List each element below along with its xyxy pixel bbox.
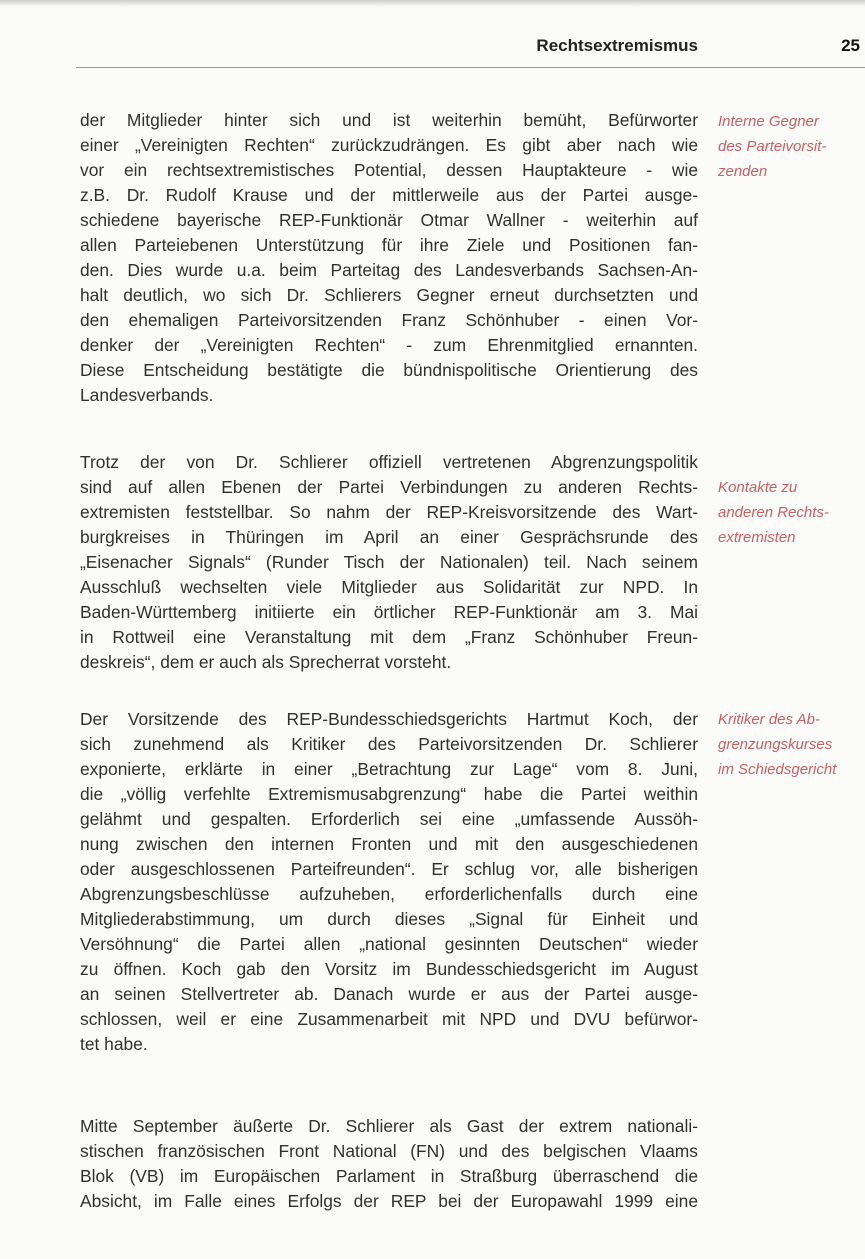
page-number: 25 (841, 36, 860, 55)
text-line: exponierte, erklärte in einer „Betrachtung zur Lage“ vom 8. Juni, (80, 759, 698, 779)
text-line: Trotz der von Dr. Schlierer offiziell vertretenen Abgrenzungspolitik (80, 452, 698, 472)
margin-note-line: im Schiedsgericht (718, 761, 837, 778)
text-line: allen Parteiebenen Unterstützung für ihre Ziele und Positionen fan- (80, 235, 698, 255)
text-line: Versöhnung“ die Partei allen „national gesinnten Deutschen“ wieder (80, 934, 698, 954)
text-line: Landesverbands. (80, 385, 214, 405)
margin-note-line: extremisten (718, 529, 796, 546)
text-line: deskreis“, dem er auch als Sprecherrat vorsteht. (80, 652, 452, 672)
header-rule (76, 67, 865, 68)
text-line: „Eisenacher Signals“ (Runder Tisch der Nationalen) teil. Nach seinem (80, 552, 698, 572)
text-line: Mitgliederabstimmung, um durch dieses „Signal für Einheit und (80, 909, 698, 929)
running-header-title: Rechtsextremismus (536, 36, 698, 55)
text-line: nung zwischen den internen Fronten und mit den ausgeschiedenen (80, 834, 698, 854)
text-line: extremisten feststellbar. So nahm der REP-Kreisvorsitzende des Wart- (80, 502, 698, 522)
margin-note-line: Interne Gegner (718, 113, 819, 130)
margin-note-kontakte (718, 475, 858, 550)
text-line: z.B. Dr. Rudolf Krause und der mittlerweile aus der Partei ausge- (80, 185, 698, 205)
margin-note-line: grenzungskurses (718, 736, 833, 753)
text-line: gelähmt und gespalten. Erforderlich sei eine „umfassende Aussöh- (80, 809, 698, 829)
margin-note-interne-gegner (718, 109, 858, 184)
text-line: an seinen Stellvertreter ab. Danach wurde er aus der Partei ausge- (80, 984, 698, 1004)
text-line: der Mitglieder hinter sich und ist weiterhin bemüht, Befürworter (80, 110, 698, 130)
text-line: Diese Entscheidung bestätigte die bündnispolitische Orientierung des (80, 360, 698, 380)
paragraph-1 (80, 108, 698, 408)
paragraph-3 (80, 707, 698, 1057)
text-line: den. Dies wurde u.a. beim Parteitag des Landesverbands Sachsen-An- (80, 260, 698, 280)
text-line: burgkreises in Thüringen im April an einer Gesprächsrunde des (80, 527, 698, 547)
text-line: einer „Vereinigten Rechten“ zurückzudrängen. Es gibt aber nach wie (80, 135, 698, 155)
margin-note-line: Kritiker des Ab- (718, 711, 820, 728)
text-line: die „völlig verfehlte Extremismusabgrenzung“ habe die Partei weithin (80, 784, 698, 804)
margin-note-line: des Parteivorsit- (718, 138, 827, 155)
text-line: oder ausgeschlossenen Parteifreunden“. Er schlug vor, alle bisherigen (80, 859, 698, 879)
text-line: Baden-Württemberg initiierte ein örtlicher REP-Funktionär am 3. Mai (80, 602, 698, 622)
text-line: schiedene bayerische REP-Funktionär Otmar Wallner - weiterhin auf (80, 210, 698, 230)
text-line: stischen französischen Front National (FN) und des belgischen Vlaams (80, 1141, 698, 1161)
text-line: schlossen, weil er eine Zusammenarbeit mit NPD und DVU befürwor- (80, 1009, 698, 1029)
scan-top-edge (0, 0, 865, 7)
paragraph-2 (80, 450, 698, 675)
text-line: Blok (VB) im Europäischen Parlament in Straßburg überraschend die (80, 1166, 698, 1186)
text-line: tet habe. (80, 1034, 148, 1054)
margin-note-kritiker (718, 707, 858, 782)
text-line: vor ein rechtsextremistisches Potential, dessen Hauptakteure - wie (80, 160, 698, 180)
text-line: den ehemaligen Parteivorsitzenden Franz Schönhuber - einen Vor- (80, 310, 698, 330)
text-line: Abgrenzungsbeschlüsse aufzuheben, erforderlichenfalls durch eine (80, 884, 698, 904)
margin-note-line: anderen Rechts- (718, 504, 829, 521)
text-line: in Rottweil eine Veranstaltung mit dem „Franz Schönhuber Freun- (80, 627, 698, 647)
text-line: sich zunehmend als Kritiker des Parteivorsitzenden Dr. Schlierer (80, 734, 698, 754)
text-line: halt deutlich, wo sich Dr. Schlierers Gegner erneut durchsetzten und (80, 285, 698, 305)
text-line: sind auf allen Ebenen der Partei Verbindungen zu anderen Rechts- (80, 477, 698, 497)
margin-note-line: zenden (718, 163, 768, 180)
text-line: Mitte September äußerte Dr. Schlierer als Gast der extrem nationali- (80, 1116, 698, 1136)
text-line: Ausschluß wechselten viele Mitglieder aus Solidarität zur NPD. In (80, 577, 698, 597)
text-line: Der Vorsitzende des REP-Bundesschiedsgerichts Hartmut Koch, der (80, 709, 698, 729)
text-line: zu öffnen. Koch gab den Vorsitz im Bundesschiedsgericht im August (80, 959, 698, 979)
text-line: denker der „Vereinigten Rechten“ - zum Ehrenmitglied ernannten. (80, 335, 698, 355)
text-line: Absicht, im Falle eines Erfolgs der REP bei der Europawahl 1999 eine (80, 1191, 698, 1211)
paragraph-4 (80, 1114, 698, 1214)
margin-note-line: Kontakte zu (718, 479, 798, 496)
